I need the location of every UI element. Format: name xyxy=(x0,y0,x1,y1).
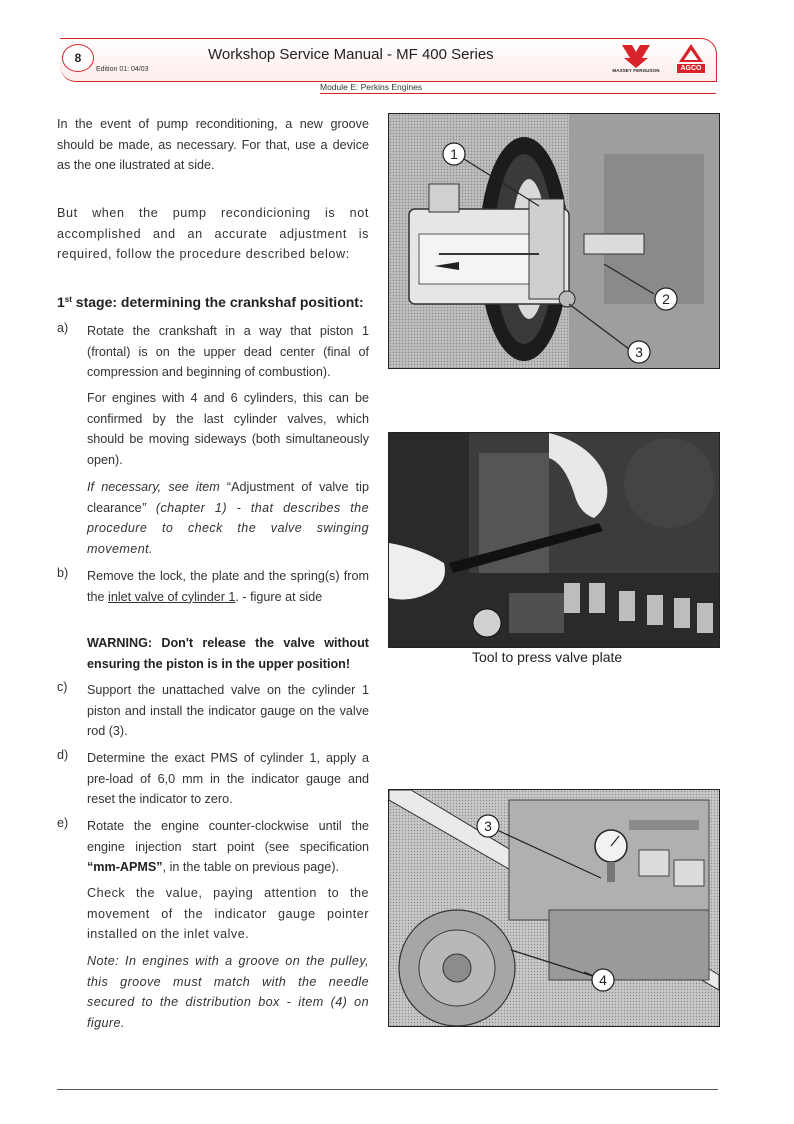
figure-valve-tool xyxy=(388,432,720,648)
step-a-letter: a) xyxy=(57,321,69,335)
step-b-letter: b) xyxy=(57,566,69,580)
step-e-paragraph-1: Rotate the engine counter-clockwise until the engine injection start point (see specification “mm-APMS”, in the table on previous page). xyxy=(87,819,369,875)
step-a-paragraph-2: For engines with 4 and 6 cylinders, this can be confirmed by the last cylinder valves, which should be moving sideways (both simultaneously open). xyxy=(87,391,369,468)
indicator-gauge-illustration xyxy=(389,790,719,1026)
figure-pump-device xyxy=(388,113,720,369)
stage-heading: 1st stage: determining the crankshaf positiont: xyxy=(57,294,364,310)
step-d-letter: d) xyxy=(57,748,69,762)
step-e-note: Note: In engines with a groove on the pulley, this groove must match with the needle secured to the distribution box - item (4) on figure. xyxy=(87,954,369,1031)
agco-label: AGCO xyxy=(677,64,705,73)
callout-4: 4 xyxy=(599,972,607,988)
callout-2: 2 xyxy=(662,291,670,307)
massey-ferguson-label: MASSEY FERGUSON xyxy=(612,68,660,73)
step-a-paragraph-3: If necessary, see item “Adjustment of valve tip clearance” (chapter 1) - that describes the procedure to check the valve swinging movement. xyxy=(87,480,369,557)
step-e-letter: e) xyxy=(57,816,69,830)
intro-paragraph-1: In the event of pump reconditioning, a new groove should be made, as necessary. For that, use a device as the one ilustrated at side. xyxy=(57,117,369,173)
edition-label: Edition 01: 04/03 xyxy=(96,66,149,73)
page-number: 8 xyxy=(62,44,94,72)
inlet-valve-link[interactable]: inlet valve of cylinder 1 xyxy=(108,589,236,604)
callout-3: 3 xyxy=(635,344,643,360)
intro-paragraph-2: But when the pump recondicioning is not accomplished and an accurate adjustment is required, follow the procedure described below: xyxy=(57,206,369,262)
step-c-paragraph: Support the unattached valve on the cylinder 1 piston and install the indicator gauge on the valve rod (3). xyxy=(87,683,369,739)
warning-text: WARNING: Don't release the valve without ensuring the piston is in the upper position! xyxy=(87,636,369,671)
module-divider xyxy=(320,93,716,94)
callout-1: 1 xyxy=(450,146,458,162)
step-e-paragraph-2: Check the value, paying attention to the movement of the indicator gauge pointer installed on the inlet valve. xyxy=(87,886,369,942)
footer-divider xyxy=(57,1089,718,1090)
step-a-paragraph-1: Rotate the crankshaft in a way that piston 1 (frontal) is on the upper dead center (final of compression and beginning of combustion). xyxy=(87,324,369,380)
callout-3b: 3 xyxy=(484,818,492,834)
step-b-paragraph-1: Remove the lock, the plate and the spring(s) from the inlet valve of cylinder 1. - figure at side xyxy=(87,569,369,604)
manual-title: Workshop Service Manual - MF 400 Series xyxy=(208,46,494,63)
figure-indicator-gauge xyxy=(388,789,720,1027)
pump-device-illustration xyxy=(389,114,719,368)
figure-caption: Tool to press valve plate xyxy=(472,649,623,665)
valve-tool-photo xyxy=(389,433,719,647)
step-c-letter: c) xyxy=(57,680,68,694)
step-d-paragraph: Determine the exact PMS of cylinder 1, apply a pre-load of 6,0 mm in the indicator gauge and reset the indicator to zero. xyxy=(87,751,369,807)
module-label: Module E: Perkins Engines xyxy=(320,82,423,92)
